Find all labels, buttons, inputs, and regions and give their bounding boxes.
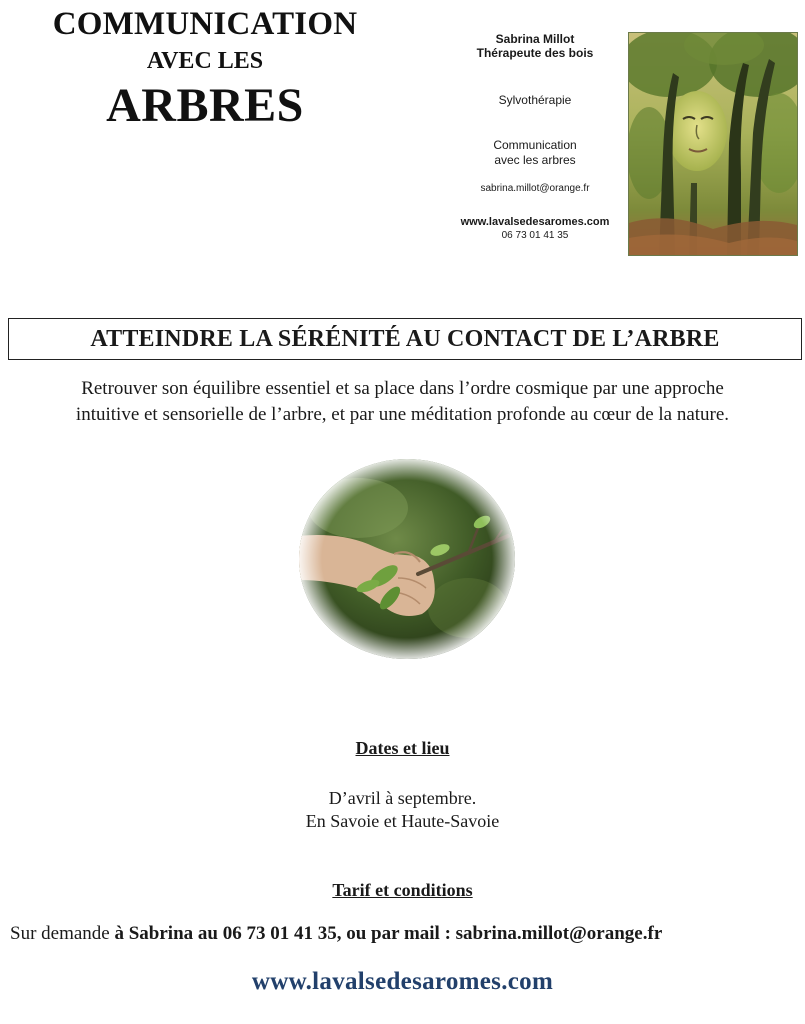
tarif-contact-info: à Sabrina au 06 73 01 41 35, ou par mail : sabrina.millot@orange.fr bbox=[114, 923, 663, 944]
contact-service-communication-line2: avec les arbres bbox=[494, 153, 576, 167]
contact-email[interactable]: sabrina.millot@orange.fr bbox=[480, 183, 590, 194]
forest-face-painting bbox=[628, 32, 798, 256]
contact-website[interactable]: www.lavalsedesaromes.com bbox=[460, 216, 610, 228]
tarif-prefix: Sur demande bbox=[10, 923, 115, 944]
dates-period: D’avril à septembre. bbox=[328, 788, 477, 808]
intro-paragraph bbox=[20, 376, 785, 428]
contact-name: Sabrina Millot bbox=[495, 32, 575, 46]
intro-line-2: intuitive et sensorielle de l’arbre, et par une méditation profonde au cœur de la nature. bbox=[75, 404, 730, 425]
tarif-details bbox=[10, 923, 800, 945]
intro-line-1: Retrouver son équilibre essentiel et sa place dans l’ordre cosmique par une approche bbox=[81, 378, 724, 399]
hand-branch-photo bbox=[298, 458, 516, 660]
footer-website-link[interactable]: www.lavalsedesaromes.com bbox=[251, 968, 554, 995]
dates-heading: Dates et lieu bbox=[355, 738, 450, 758]
contact-phone: 06 73 01 41 35 bbox=[501, 230, 569, 241]
tarif-heading: Tarif et conditions bbox=[332, 880, 473, 900]
contact-service-communication-line1: Communication bbox=[493, 138, 577, 152]
title-line-1: COMMUNICATION bbox=[52, 6, 358, 42]
dates-place: En Savoie et Haute-Savoie bbox=[305, 811, 500, 831]
title-line-2: AVEC LES bbox=[146, 48, 264, 74]
title-line-3: ARBRES bbox=[106, 79, 304, 132]
contact-role: Thérapeute des bois bbox=[476, 46, 594, 60]
main-banner: ATTEINDRE LA SÉRÉNITÉ AU CONTACT DE L’ARBRE bbox=[8, 318, 802, 360]
contact-service-sylvotherapie: Sylvothérapie bbox=[498, 93, 572, 107]
